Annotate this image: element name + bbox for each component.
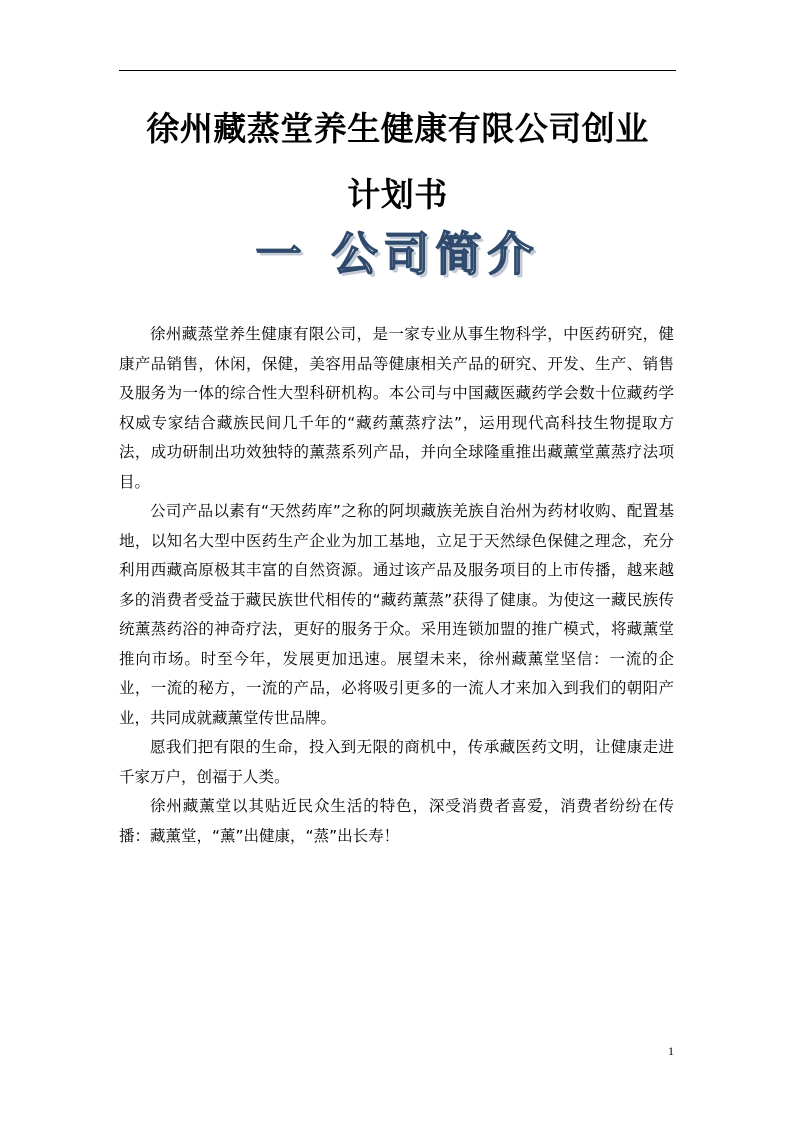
header-rule bbox=[119, 70, 676, 71]
page-number: 1 bbox=[668, 1044, 674, 1058]
document-title-line-1: 徐州藏蒸堂养生健康有限公司创业 bbox=[146, 109, 649, 148]
document-title bbox=[119, 96, 676, 228]
section-heading bbox=[119, 222, 676, 286]
document-title-line-2: 计划书 bbox=[347, 175, 448, 214]
paragraph-vision: 愿我们把有限的生命，投入到无限的商机中，传承藏医药文明，让健康走进千家万户，创福于人类。 bbox=[119, 738, 674, 786]
paragraph-slogan: 徐州藏薰堂以其贴近民众生活的特色，深受消费者喜爱，消费者纷纷在传播：藏薰堂，“薰”出健康，“蒸”出长寿！ bbox=[119, 797, 674, 845]
section-number: 一 bbox=[255, 227, 308, 281]
paragraph-products: 公司产品以素有“天然药库”之称的阿坝藏族羌族自治州为药材收购、配置基地，以知名大型中医药生产企业为加工基地，立足于天然绿色保健之理念，充分利用西藏高原极其丰富的自然资源。通过该产品及服务项目的上市传播，越来越多的消费者受益于藏民族世代相传的“藏药薰蒸”获得了健康。为使这一藏民族传统薰蒸药浴的神奇疗法，更好的服务于众。采用连锁加盟的推广模式，将藏薰堂推向市场。时至今年，发展更加迅速。展望未来，徐州藏薰堂坚信：一流的企业，一流的秘方，一流的产品，必将吸引更多的一流人才来加入到我们的朝阳产业，共同成就藏薰堂传世品牌。 bbox=[119, 502, 674, 727]
section-heading-text: 公司简介 bbox=[331, 227, 540, 281]
body-text bbox=[119, 320, 674, 851]
paragraph-company-intro: 徐州藏蒸堂养生健康有限公司，是一家专业从事生物科学，中医药研究，健康产品销售，休闲，保健，美容用品等健康相关产品的研究、开发、生产、销售及服务为一体的综合性大型科研机构。本公司与中国藏医藏药学会数十位藏药学权威专家结合藏族民间几千年的“藏药薰蒸疗法”，运用现代高科技生物提取方法，成功研制出功效独特的薰蒸系列产品，并向全球隆重推出藏薰堂薰蒸疗法项目。 bbox=[119, 325, 674, 491]
